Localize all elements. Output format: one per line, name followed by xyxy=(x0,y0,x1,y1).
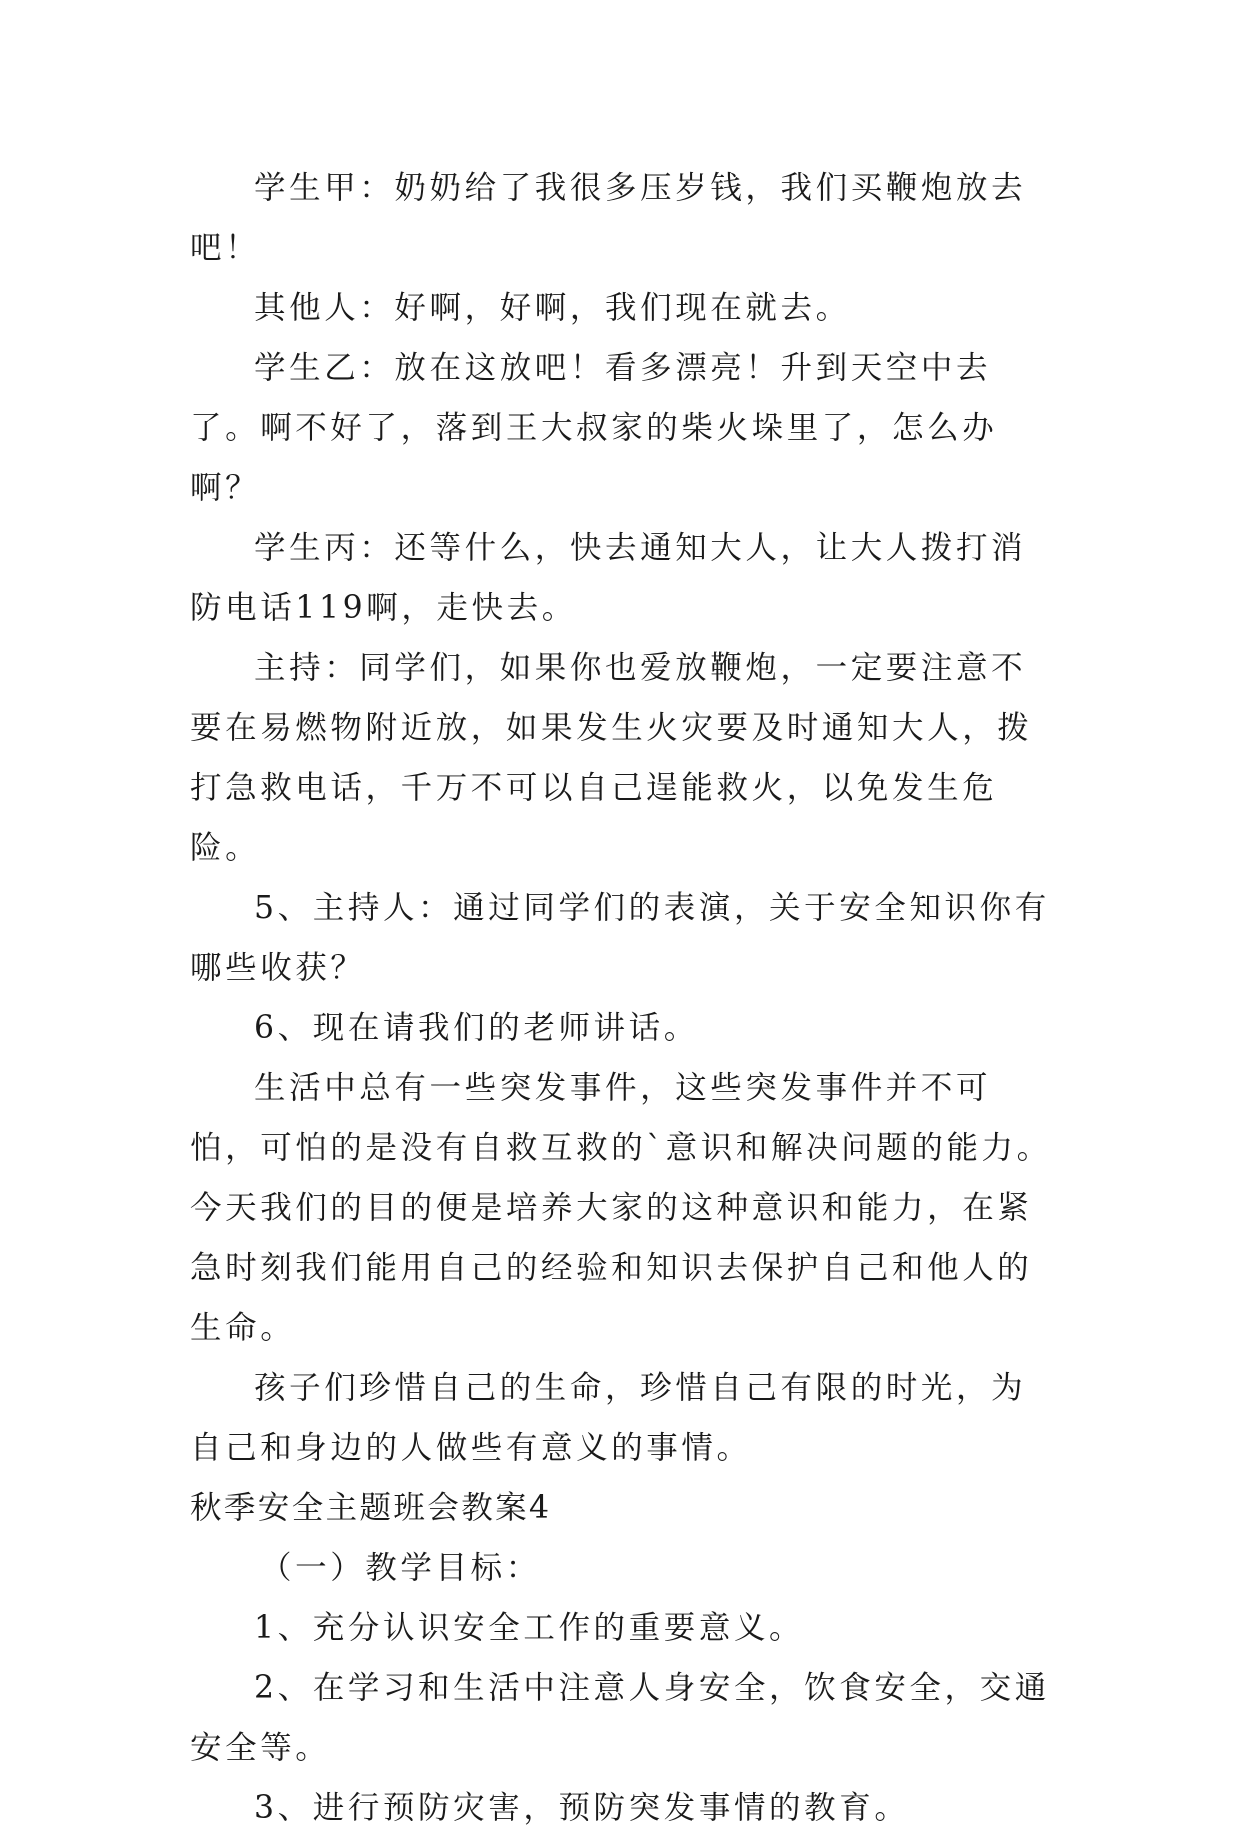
paragraph-others: 其他人：好啊，好啊，我们现在就去。 xyxy=(254,290,851,326)
paragraph-host: 主持：同学们，如果你也爱放鞭炮，一定要注意不要在易燃物附近放，如果发生火灾要及时通知大人，拨打急救电话，千万不可以自己逞能救火，以免发生危险。 xyxy=(190,650,1033,866)
goal-item: 3、进行预防灾害，预防突发事情的教育。 xyxy=(254,1790,910,1826)
paragraph-step-5: 5、主持人：通过同学们的表演，关于安全知识你有哪些收获？ xyxy=(190,890,1050,986)
paragraph-student-a: 学生甲：奶奶给了我很多压岁钱，我们买鞭炮放去吧！ xyxy=(190,170,1027,266)
paragraph-teacher-speech: 生活中总有一些突发事件，这些突发事件并不可怕，可怕的是没有自救互救的`意识和解决问题的能力。今天我们的目的便是培养大家的这种意识和能力，在紧急时刻我们能用自己的经验和知识去保护自己和他人的生命。 xyxy=(190,1070,1052,1346)
goal-item: 1、充分认识安全工作的重要意义。 xyxy=(254,1610,805,1646)
subsection-title: （一）教学目标： xyxy=(260,1550,541,1586)
paragraph-closing: 孩子们珍惜自己的生命，珍惜自己有限的时光，为自己和身边的人做些有意义的事情。 xyxy=(190,1370,1027,1466)
paragraph-student-c: 学生丙：还等什么，快去通知大人，让大人拨打消防电话119啊，走快去。 xyxy=(190,530,1027,626)
document-body xyxy=(190,158,1060,1838)
section-title: 秋季安全主题班会教案4 xyxy=(190,1490,552,1526)
paragraph-step-6: 6、现在请我们的老师讲话。 xyxy=(254,1010,699,1046)
paragraph-student-b: 学生乙：放在这放吧！看多漂亮！升到天空中去了。啊不好了，落到王大叔家的柴火垛里了，怎么办啊？ xyxy=(190,350,998,506)
goal-item: 2、在学习和生活中注意人身安全，饮食安全，交通安全等。 xyxy=(190,1670,1050,1766)
